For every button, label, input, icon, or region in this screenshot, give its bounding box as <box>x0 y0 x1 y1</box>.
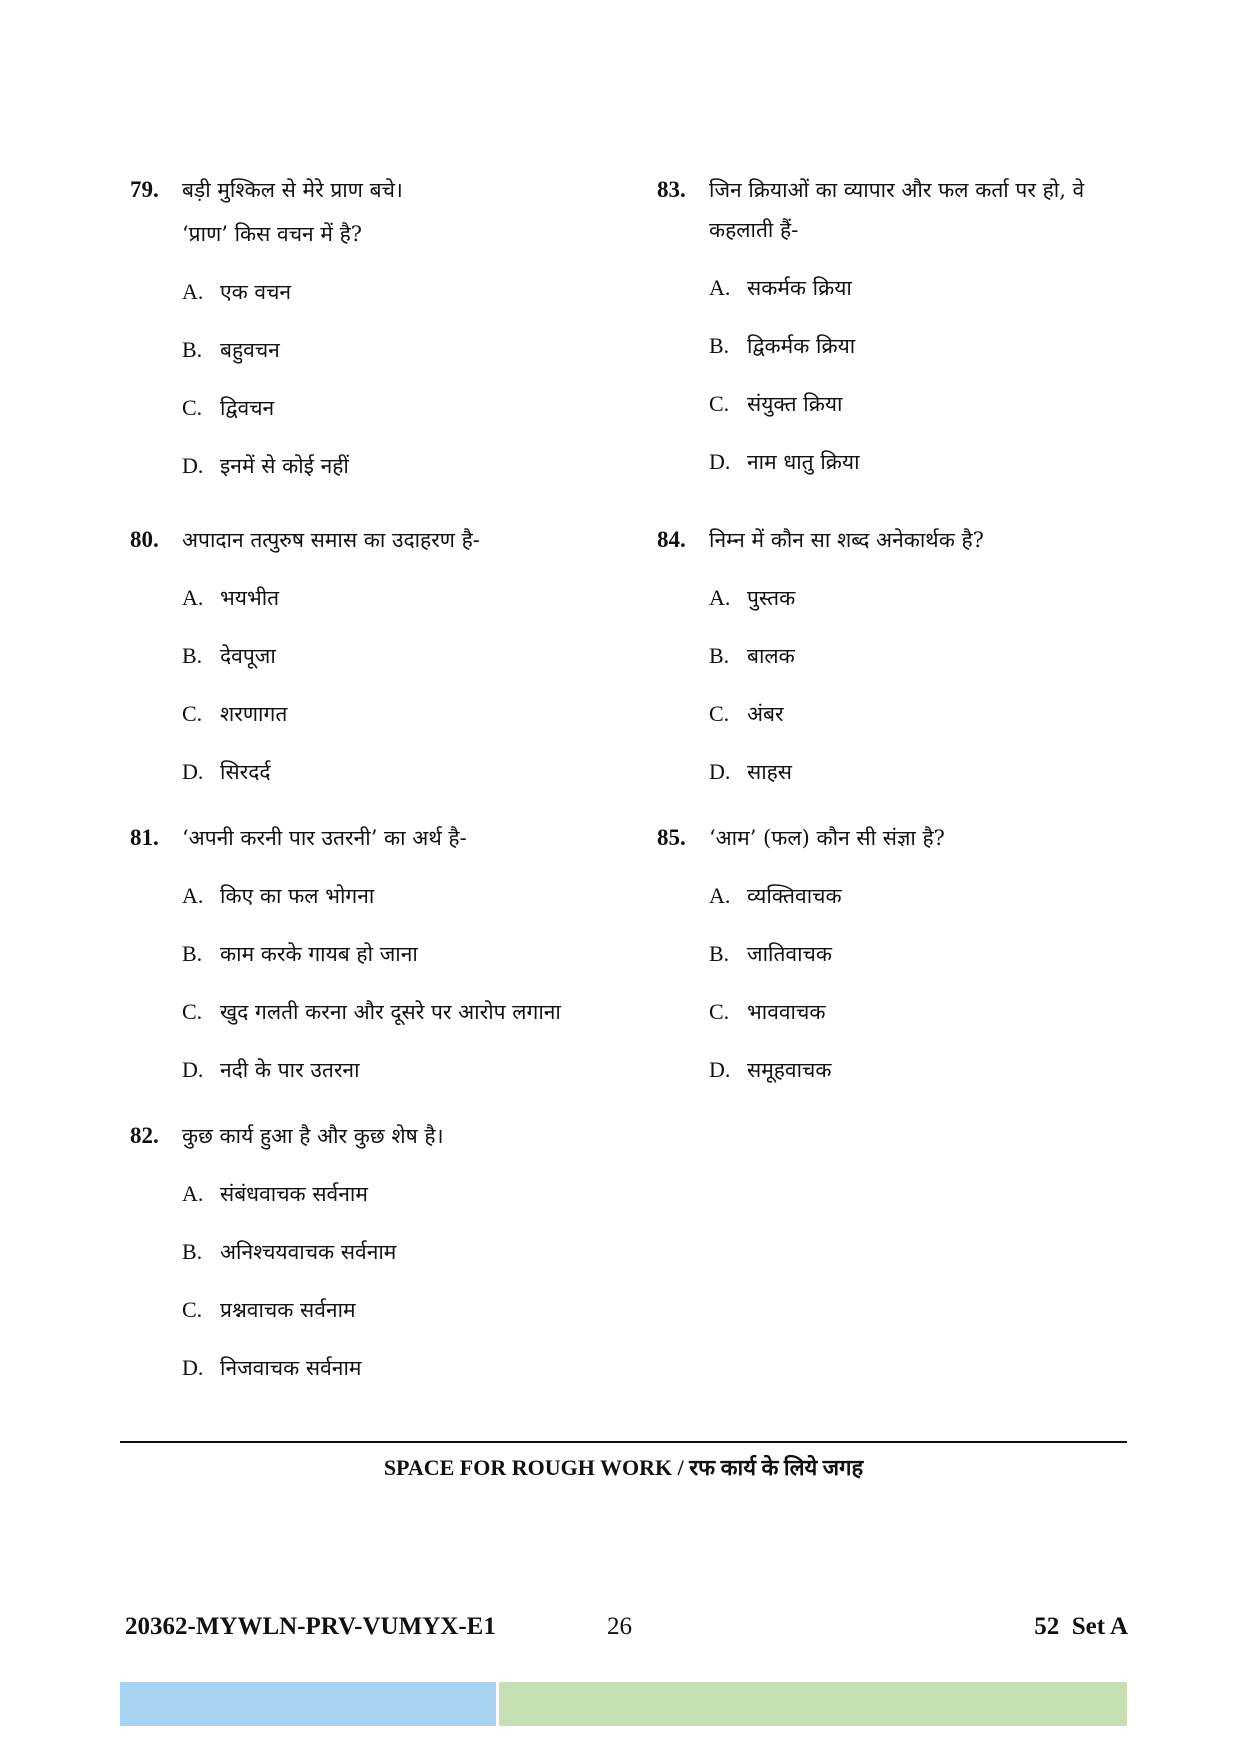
option-text: बहुवचन <box>220 338 280 362</box>
page-number: 26 <box>607 1613 632 1640</box>
option-d <box>709 442 1127 482</box>
option-text: व्यक्तिवाचक <box>747 884 842 908</box>
question-text: अपादान तत्पुरुष समास का उदाहरण है- <box>182 528 480 552</box>
options-list <box>709 578 1127 792</box>
option-c <box>709 384 1127 424</box>
option-text: एक वचन <box>220 280 292 304</box>
option-text: बालक <box>747 644 795 668</box>
option-c <box>182 1290 590 1330</box>
option-letter: D. <box>182 1057 204 1082</box>
options-list <box>709 268 1127 482</box>
option-b <box>709 934 1127 974</box>
question-number: 84. <box>657 527 686 552</box>
option-d <box>709 752 1127 792</box>
option-letter: A. <box>709 585 731 610</box>
option-text: भाववाचक <box>747 1000 826 1024</box>
option-letter: B. <box>182 941 203 966</box>
option-a <box>709 578 1127 618</box>
option-letter: D. <box>709 1057 731 1082</box>
option-text: पुस्तक <box>747 586 796 610</box>
option-text: काम करके गायब हो जाना <box>220 942 418 966</box>
option-text: साहस <box>747 760 792 784</box>
option-letter: D. <box>709 759 731 784</box>
options-list <box>709 876 1127 1090</box>
option-b <box>182 330 590 370</box>
option-letter: B. <box>182 337 203 362</box>
option-c <box>182 694 590 734</box>
question-text: ‘आम’ (फल) कौन सी संज्ञा है? <box>709 826 945 850</box>
option-text: किए का फल भोगना <box>220 884 375 908</box>
option-d <box>182 1050 650 1090</box>
option-letter: C. <box>709 391 730 416</box>
option-text: अनिश्चयवाचक सर्वनाम <box>220 1240 397 1264</box>
option-letter: B. <box>709 941 730 966</box>
option-text: द्विकर्मक क्रिया <box>747 334 856 358</box>
question-number: 79. <box>130 177 159 202</box>
question-83 <box>657 170 1127 500</box>
question-80 <box>130 520 590 810</box>
option-text: सिरदर्द <box>220 760 271 784</box>
question-79 <box>130 170 590 504</box>
option-letter: C. <box>709 999 730 1024</box>
option-letter: C. <box>182 701 203 726</box>
option-letter: B. <box>709 643 730 668</box>
set-label: 52 Set A <box>1034 1613 1128 1640</box>
question-subtext: ‘प्राण’ किस वचन में है? <box>182 222 363 246</box>
rough-work-divider <box>120 1441 1127 1443</box>
option-d <box>182 752 590 792</box>
rough-work-heading: SPACE FOR ROUGH WORK / रफ कार्य के लिये जगह <box>383 1455 864 1480</box>
question-84 <box>657 520 1127 810</box>
question-text: निम्न में कौन सा शब्द अनेकार्थक है? <box>709 528 984 552</box>
question-text: जिन क्रियाओं का व्यापार और फल कर्ता पर हो, वे कहलाती हैं- <box>709 178 1085 242</box>
option-text: द्विवचन <box>220 396 275 420</box>
option-text: जातिवाचक <box>747 942 833 966</box>
option-c <box>709 694 1127 734</box>
options-list <box>182 1174 590 1388</box>
option-text: संयुक्त क्रिया <box>747 392 843 416</box>
option-d <box>182 446 590 486</box>
option-a <box>182 1174 590 1214</box>
option-letter: C. <box>182 999 203 1024</box>
option-letter: A. <box>182 883 204 908</box>
option-letter: A. <box>182 279 204 304</box>
option-letter: D. <box>182 453 204 478</box>
option-b <box>709 326 1127 366</box>
option-letter: A. <box>709 883 731 908</box>
option-b <box>182 934 650 974</box>
question-number: 85. <box>657 825 686 850</box>
question-text: कुछ कार्य हुआ है और कुछ शेष है। <box>182 1124 444 1148</box>
option-a <box>182 876 650 916</box>
option-text: सकर्मक क्रिया <box>747 276 852 300</box>
question-number: 81. <box>130 825 159 850</box>
option-c <box>709 992 1127 1032</box>
option-letter: B. <box>182 1239 203 1264</box>
option-text: प्रश्नवाचक सर्वनाम <box>220 1298 356 1322</box>
option-text: नाम धातु क्रिया <box>747 450 860 474</box>
option-a <box>182 578 590 618</box>
option-text: समूहवाचक <box>747 1058 832 1082</box>
option-letter: D. <box>182 759 204 784</box>
question-number: 83. <box>657 177 686 202</box>
option-letter: C. <box>182 395 203 420</box>
option-text: शरणागत <box>220 702 288 726</box>
question-number: 82. <box>130 1123 159 1148</box>
option-letter: B. <box>182 643 203 668</box>
option-letter: B. <box>709 333 730 358</box>
option-letter: A. <box>709 275 731 300</box>
option-c <box>182 992 650 1032</box>
footer-band-left <box>120 1682 496 1726</box>
question-text: ‘अपनी करनी पार उतरनी’ का अर्थ है- <box>182 826 467 850</box>
option-letter: D. <box>182 1355 204 1380</box>
question-82 <box>130 1116 590 1406</box>
options-list <box>182 876 650 1090</box>
option-text: इनमें से कोई नहीं <box>220 454 349 478</box>
option-text: अंबर <box>747 702 784 726</box>
option-text: नदी के पार उतरना <box>220 1058 360 1082</box>
option-c <box>182 388 590 428</box>
options-list <box>182 578 590 792</box>
option-text: भयभीत <box>220 586 280 610</box>
option-text: संबंधवाचक सर्वनाम <box>220 1182 368 1206</box>
option-letter: D. <box>709 449 731 474</box>
option-letter: C. <box>182 1297 203 1322</box>
option-text: देवपूजा <box>220 644 276 668</box>
option-b <box>182 1232 590 1272</box>
footer-band-right <box>499 1682 1127 1726</box>
option-d <box>709 1050 1127 1090</box>
booklet-code: 20362-MYWLN-PRV-VUMYX-E1 <box>125 1613 496 1640</box>
option-a <box>709 268 1127 308</box>
option-a <box>182 272 590 312</box>
option-b <box>709 636 1127 676</box>
option-text: खुद गलती करना और दूसरे पर आरोप लगाना <box>220 1000 561 1024</box>
option-letter: C. <box>709 701 730 726</box>
question-number: 80. <box>130 527 159 552</box>
question-85 <box>657 818 1127 1108</box>
option-letter: A. <box>182 585 204 610</box>
question-text: बड़ी मुश्किल से मेरे प्राण बचे। <box>182 178 403 202</box>
option-text: निजवाचक सर्वनाम <box>220 1356 362 1380</box>
options-list <box>182 272 590 486</box>
option-letter: A. <box>182 1181 204 1206</box>
question-81 <box>130 818 650 1108</box>
option-d <box>182 1348 590 1388</box>
option-a <box>709 876 1127 916</box>
option-b <box>182 636 590 676</box>
